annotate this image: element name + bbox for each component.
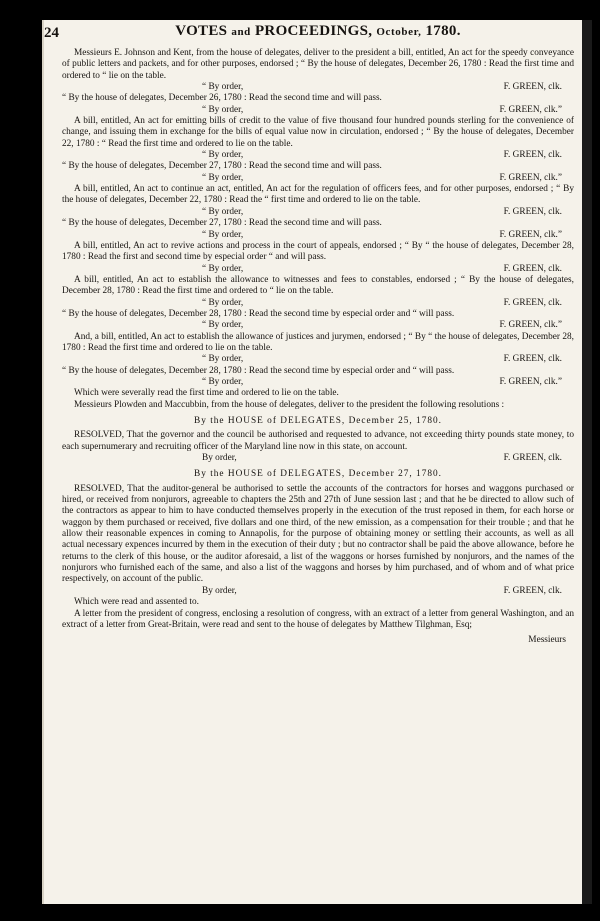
order-signature-line [62, 586, 574, 597]
order-signature-line [62, 298, 574, 309]
by-order-text: By order, [202, 585, 237, 596]
by-order-text: “ By order, [202, 297, 244, 308]
order-signature-line [62, 377, 574, 388]
order-signature-line [62, 230, 574, 241]
clerk-signature: F. GREEN, clk.” [499, 172, 562, 183]
clerk-signature: F. GREEN, clk.” [499, 229, 562, 240]
by-order-text: By order, [202, 453, 237, 464]
clerk-signature: F. GREEN, clk. [503, 206, 562, 217]
running-header [44, 23, 574, 46]
title-month: October, [376, 26, 422, 38]
paragraph: A bill, entitled, An act to establish the allowance to witnesses and fees to constables, endorsed ; “ By the house of delegates, December 28, 1780 : Read the first time and ordered to “ lie on the table. [62, 274, 574, 297]
paragraph: Which were severally read the first time and ordered to lie on the table. [74, 388, 339, 399]
paragraph: Which were read and assented to. [74, 597, 199, 608]
order-signature-line [62, 82, 574, 93]
clerk-signature: F. GREEN, clk. [503, 585, 562, 596]
order-signature-line [62, 264, 574, 275]
clerk-signature: F. GREEN, clk. [503, 150, 562, 161]
clerk-signature: F. GREEN, clk.” [499, 376, 562, 387]
clerk-signature: F. GREEN, clk.” [499, 104, 562, 115]
paragraph: A letter from the president of congress, enclosing a resolution of congress, with an extract of a letter from general Washington, and an extract of a letter from Great-Britain, were read and sent to the house of delegates by Matthew Tilghman, Esq; [62, 608, 574, 630]
paragraph: Messieurs Plowden and Maccubbin, from the house of delegates, deliver to the president the following resolutions : [74, 399, 505, 410]
title-proceedings: PROCEEDINGS, [254, 23, 373, 39]
clerk-signature: F. GREEN, clk. [503, 453, 562, 464]
by-order-text: “ By order, [202, 320, 244, 331]
page-number: 24 [44, 25, 59, 41]
by-order-text: “ By order, [202, 206, 244, 217]
endorsement-line: “ By the house of delegates, December 26, 1780 : Read the second time and will pass. [62, 93, 382, 104]
page-title [62, 23, 574, 39]
paragraph: A bill, entitled, An act to revive actions and process in the court of appeals, endorsed ; “ By “ the house of delegates, December 28, 1780 : Read the first and second time by especial order “ and will pass. [62, 240, 574, 263]
order-signature-line [62, 150, 574, 161]
by-order-text: “ By order, [202, 150, 244, 161]
paragraph: A bill, entitled, An act for emitting bills of credit to the value of five thousand four hundred pounds sterling for the convenience of change, and issuing them in exchange for the bills of equal value now in circulation, endorsed ; “ By the house of delegates, December 22, 1780 : “ Read the first time and ordered to lie on the table. [62, 116, 574, 149]
endorsement-line: “ By the house of delegates, December 28, 1780 : Read the second time by especial order and “ will pass. [62, 365, 455, 376]
binding-edge [582, 20, 592, 904]
resolution-heading: By the HOUSE of DELEGATES, December 27, 1780. [194, 469, 442, 480]
title-votes: VOTES [175, 23, 228, 39]
by-order-text: “ By order, [202, 263, 244, 274]
order-signature-line [62, 354, 574, 365]
by-order-text: “ By order, [202, 82, 244, 93]
by-order-text: “ By order, [202, 104, 244, 115]
endorsement-line: “ By the house of delegates, December 27, 1780 : Read the second time and will pass. [62, 161, 382, 172]
resolution-heading: By the HOUSE of DELEGATES, December 25, 1780. [194, 416, 442, 426]
paragraph: A bill, entitled, An act to continue an act, entitled, An act for the regulation of officers fees, and for other purposes, endorsed ; “ By the house of delegates, December 22, 1780 : Read the “ first time and ordered to lie on the table. [62, 184, 574, 206]
order-signature-line [62, 207, 574, 218]
document-page [42, 20, 592, 904]
clerk-signature: F. GREEN, clk. [503, 263, 562, 274]
by-order-text: “ By order, [202, 354, 244, 365]
paragraph: And, a bill, entitled, An act to establish the allowance of justices and jurymen, endorsed ; “ By “ the house of delegates, December 28, 1780 : Read the first time and ordered to lie on the table. [62, 331, 574, 353]
by-order-text: “ By order, [202, 229, 244, 240]
paragraph: Messieurs E. Johnson and Kent, from the house of delegates, deliver to the president a bill, entitled, An act for the speedy conveyance of public letters and packets, and for other purposes, endorsed ; “ By the house of delegates, December 26, 1780 : Read the first time and ordered to “ lie on the table. [62, 48, 574, 81]
clerk-signature: F. GREEN, clk.” [499, 320, 562, 331]
order-signature-line [62, 173, 574, 184]
clerk-signature: F. GREEN, clk. [503, 82, 562, 93]
catchword: Messieurs [528, 635, 566, 646]
order-signature-line [62, 320, 574, 331]
order-signature-line [62, 453, 574, 464]
endorsement-line: “ By the house of delegates, December 27, 1780 : Read the second time and will pass. [62, 218, 382, 229]
paragraph: RESOLVED, That the auditor-general be authorised to settle the accounts of the contractors for horses and waggons purchased or hired, or received from nonjurors, agreeable to chapters the 25th and 27th of June session last ; and that he be directed to allow such of the contractors as appear to him to have conducted themselves properly in the execution of the trust reposed in them, for each horse or waggon by them purchased or received, five dollars and one third, of the new emission, as a compensation for their trouble ; and that he allow their reasonable expences in coming to Annapolis, for the purpose of obtaining money or settling their accounts, as well as all actual necessary expences incurred by them in the execution of their duty ; but no contractor shall be paid the above allowance, before he returns to the clerk of this house, or the auditor aforesaid, a list of the waggons or horses furnished by nonjurors, and the names of the nonjurors who furnished each of the same, and also a list of the waggons and horses by him purchased, and of whom and of what price respectively, on account of the public. [62, 483, 574, 585]
clerk-signature: F. GREEN, clk. [503, 297, 562, 308]
title-year: 1780. [425, 23, 461, 39]
by-order-text: “ By order, [202, 172, 244, 183]
by-order-text: “ By order, [202, 376, 244, 387]
clerk-signature: F. GREEN, clk. [503, 354, 562, 365]
text-body [62, 48, 574, 631]
paragraph: RESOLVED, That the governor and the council be authorised and requested to advance, not exceeding thirty pounds state money, to each supernumerary and recruiting officer of the Maryland line now in this state, on account. [62, 430, 574, 452]
title-and: and [231, 26, 251, 38]
order-signature-line [62, 105, 574, 116]
page-content [44, 23, 574, 647]
endorsement-line: “ By the house of delegates, December 28, 1780 : Read the second time by especial order and “ will pass. [62, 308, 455, 319]
